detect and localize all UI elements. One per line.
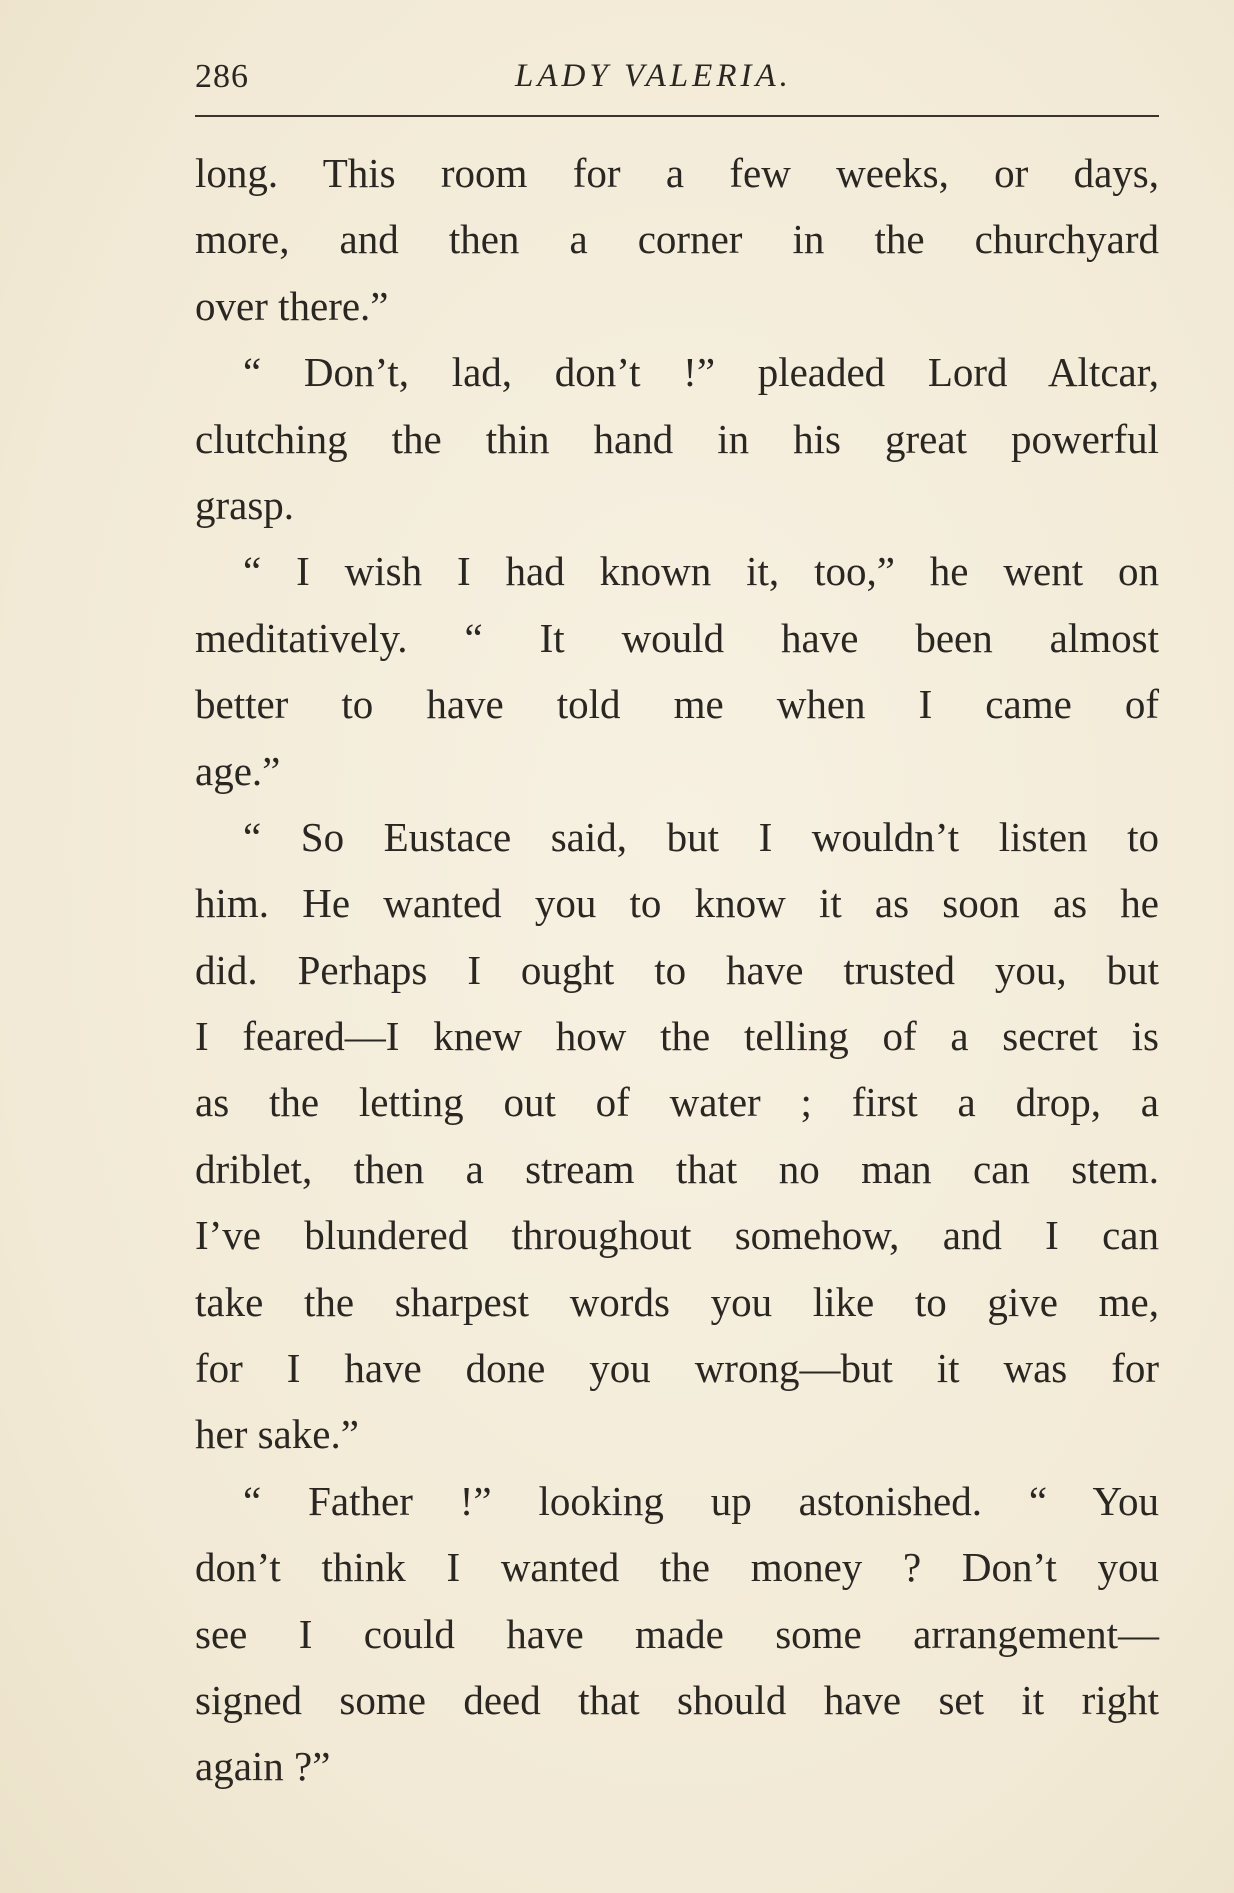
text-line: “ So Eustace said, but I wouldn’t listen to bbox=[243, 813, 1159, 860]
text-line: again ?” bbox=[195, 1743, 331, 1790]
header-rule bbox=[195, 115, 1159, 117]
text-line: meditatively. “ It would have been almost bbox=[195, 614, 1159, 661]
text-line: see I could have made some arrangement— bbox=[195, 1610, 1159, 1657]
text-line: “ Don’t, lad, don’t !” pleaded Lord Altcar, bbox=[243, 349, 1159, 396]
text-line: grasp. bbox=[195, 481, 295, 528]
text-line: age.” bbox=[195, 747, 281, 794]
running-title: LADY VALERIA. bbox=[515, 58, 792, 94]
text-line: long. This room for a few weeks, or days, bbox=[195, 150, 1159, 196]
page-number: 286 bbox=[195, 58, 249, 95]
text-line: as the letting out of water ; first a drop, a bbox=[195, 1079, 1159, 1126]
text-line: him. He wanted you to know it as soon as he bbox=[195, 880, 1159, 927]
text-line: did. Perhaps I ought to have trusted you, but bbox=[195, 946, 1159, 993]
text-line: more, and then a corner in the churchyard bbox=[195, 216, 1159, 263]
running-head bbox=[195, 58, 1159, 108]
text-line: signed some deed that should have set it right bbox=[195, 1676, 1159, 1723]
text-line: over there.” bbox=[195, 282, 389, 329]
text-line: take the sharpest words you like to give me, bbox=[195, 1278, 1159, 1325]
body-text bbox=[195, 140, 1159, 1800]
text-line: don’t think I wanted the money ? Don’t you bbox=[195, 1544, 1159, 1591]
text-line: “ Father !” looking up astonished. “ You bbox=[243, 1477, 1159, 1524]
text-line: her sake.” bbox=[195, 1411, 359, 1458]
text-line: I feared—I knew how the telling of a secret is bbox=[195, 1013, 1159, 1060]
text-line: “ I wish I had known it, too,” he went on bbox=[243, 548, 1159, 595]
text-line: clutching the thin hand in his great powerful bbox=[195, 415, 1159, 462]
text-line: I’ve blundered throughout somehow, and I can bbox=[195, 1212, 1159, 1259]
text-line: better to have told me when I came of bbox=[195, 681, 1159, 728]
text-line: for I have done you wrong—but it was for bbox=[195, 1345, 1159, 1392]
text-line: driblet, then a stream that no man can stem. bbox=[195, 1145, 1159, 1192]
